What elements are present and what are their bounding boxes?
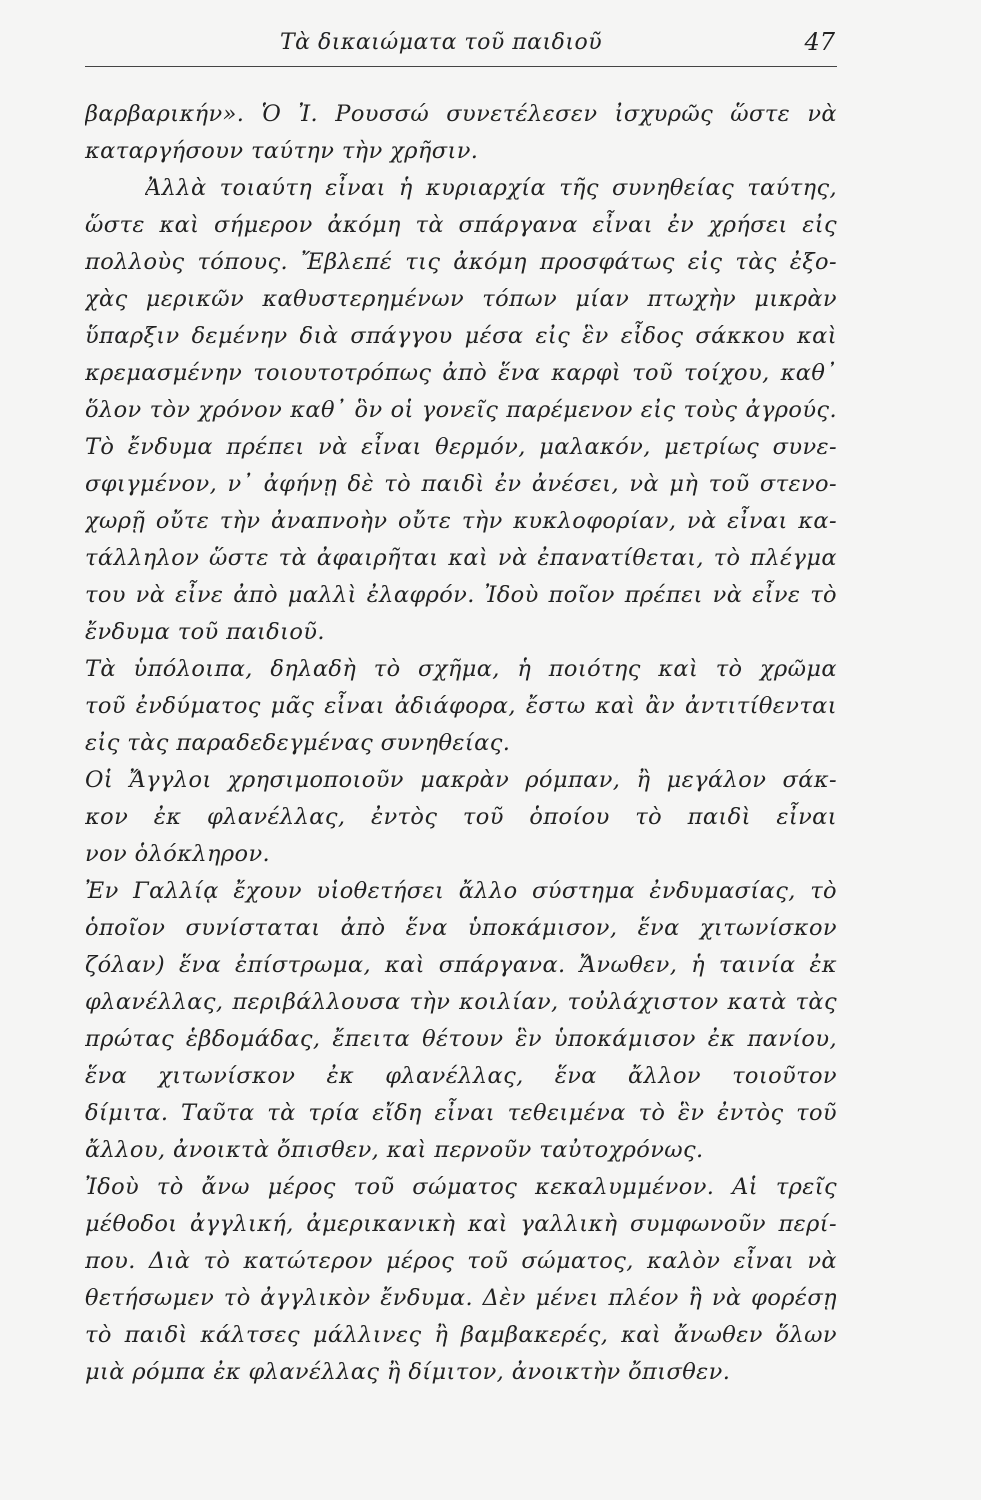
running-title: Τὰ δικαιώματα τοῦ παιδιοῦ (280, 30, 603, 55)
page-header (85, 30, 835, 64)
text-line: ὁποῖον συνίσταται ἀπὸ ἕνα ὑποκάμισον, ἕνα χιτωνίσκον (85, 915, 837, 941)
text-line: δίμιτα. Ταῦτα τὰ τρία εἴδη εἶναι τεθειμένα τὸ ἓν ἐντὸς τοῦ (85, 1100, 837, 1126)
text-line: χὰς μερικῶν καθυστερημένων τόπων μίαν πτωχὴν μικρὰν (85, 286, 837, 312)
text-line: φλανέλλας, περιβάλλουσα τὴν κοιλίαν, τοὐλάχιστον κατὰ τὰς (85, 989, 837, 1015)
text-line: Τὸ ἔνδυμα πρέπει νὰ εἶναι θερμόν, μαλακόν, μετρίως συνε- (85, 434, 837, 460)
text-line: καταργήσουν ταύτην τὴν χρῆσιν. (85, 138, 479, 164)
text-line: ὕπαρξιν δεμένην διὰ σπάγγου μέσα εἰς ἓν εἶδος σάκκου καὶ (85, 323, 837, 349)
text-line: βαρβαρικήν». Ὁ Ἰ. Ρουσσώ συνετέλεσεν ἰσχυρῶς ὥστε νὰ (85, 101, 837, 127)
text-line: χωρῇ οὔτε τὴν ἀναπνοὴν οὔτε τὴν κυκλοφορίαν, νὰ εἶναι κα- (85, 508, 837, 534)
header-rule (85, 66, 837, 67)
text-line: πρώτας ἑβδομάδας, ἔπειτα θέτουν ἓν ὑποκάμισον ἐκ πανίου, (85, 1026, 837, 1052)
text-line: νον ὁλόκληρον. (85, 841, 271, 867)
text-line: πολλοὺς τόπους. Ἔβλεπέ τις ἀκόμη προσφάτως εἰς τὰς ἐξο- (85, 249, 837, 275)
text-line: ἔνδυμα τοῦ παιδιοῦ. (85, 619, 325, 645)
text-line: Τὰ ὑπόλοιπα, δηλαδὴ τὸ σχῆμα, ἡ ποιότης καὶ τὸ χρῶμα (85, 656, 837, 682)
text-line: μέθοδοι ἀγγλική, ἀμερικανικὴ καὶ γαλλικὴ συμφωνοῦν περί- (85, 1211, 837, 1237)
text-line: θετήσωμεν τὸ ἀγγλικὸν ἔνδυμα. Δὲν μένει πλέον ἢ νὰ φορέσῃ (85, 1285, 837, 1311)
text-line: του νὰ εἶνε ἀπὸ μαλλὶ ἐλαφρόν. Ἰδοὺ ποῖον πρέπει νὰ εἶνε τὸ (85, 582, 837, 608)
text-line: τάλληλον ὥστε τὰ ἀφαιρῆται καὶ νὰ ἐπανατίθεται, τὸ πλέγμα (85, 545, 837, 571)
text-line: κον ἐκ φλανέλλας, ἐντὸς τοῦ ὁποίου τὸ παιδὶ εἶναι (85, 804, 837, 830)
text-line: Ἐν Γαλλίᾳ ἔχουν υἱοθετήσει ἄλλο σύστημα ἐνδυμασίας, τὸ (85, 878, 837, 904)
text-line: Ἰδοὺ τὸ ἄνω μέρος τοῦ σώματος κεκαλυμμένον. Αἱ τρεῖς (85, 1174, 837, 1200)
text-line: τοῦ ἐνδύματος μᾶς εἶναι ἀδιάφορα, ἔστω καὶ ἂν ἀντιτίθενται (85, 693, 837, 719)
text-line: ὥστε καὶ σήμερον ἀκόμη τὰ σπάργανα εἶναι ἐν χρήσει εἰς (85, 212, 837, 238)
text-line: Ἀλλὰ τοιαύτη εἶναι ἡ κυριαρχία τῆς συνηθείας ταύτης, (145, 175, 837, 201)
text-line: ζόλαν) ἕνα ἐπίστρωμα, καὶ σπάργανα. Ἄνωθεν, ἡ ταινία ἐκ (85, 952, 837, 978)
text-line: κρεμασμένην τοιουτοτρόπως ἀπὸ ἕνα καρφὶ τοῦ τοίχου, καθ᾿ (85, 360, 837, 386)
page-number: 47 (804, 28, 835, 56)
text-line: ὅλον τὸν χρόνον καθ᾿ ὃν οἱ γονεῖς παρέμενον εἰς τοὺς ἀγρούς. (85, 397, 837, 423)
text-line: τὸ παιδὶ κάλτσες μάλλινες ἢ βαμβακερές, καὶ ἄνωθεν ὅλων (85, 1322, 837, 1348)
text-line: που. Διὰ τὸ κατώτερον μέρος τοῦ σώματος, καλὸν εἶναι νὰ (85, 1248, 837, 1274)
text-line: ἕνα χιτωνίσκον ἐκ φλανέλλας, ἕνα ἄλλον τοιοῦτον (85, 1063, 837, 1089)
text-line: ἄλλου, ἀνοικτὰ ὄπισθεν, καὶ περνοῦν ταὐτοχρόνως. (85, 1137, 704, 1163)
text-line: εἰς τὰς παραδεδεγμένας συνηθείας. (85, 730, 511, 756)
text-line: μιὰ ρόμπα ἐκ φλανέλλας ἢ δίμιτον, ἀνοικτὴν ὄπισθεν. (85, 1359, 731, 1385)
text-line: σφιγμένον, ν᾿ ἀφήνῃ δὲ τὸ παιδὶ ἐν ἀνέσει, νὰ μὴ τοῦ στενο- (85, 471, 837, 497)
text-line: Οἱ Ἄγγλοι χρησιμοποιοῦν μακρὰν ρόμπαν, ἢ μεγάλον σάκ- (85, 767, 837, 793)
